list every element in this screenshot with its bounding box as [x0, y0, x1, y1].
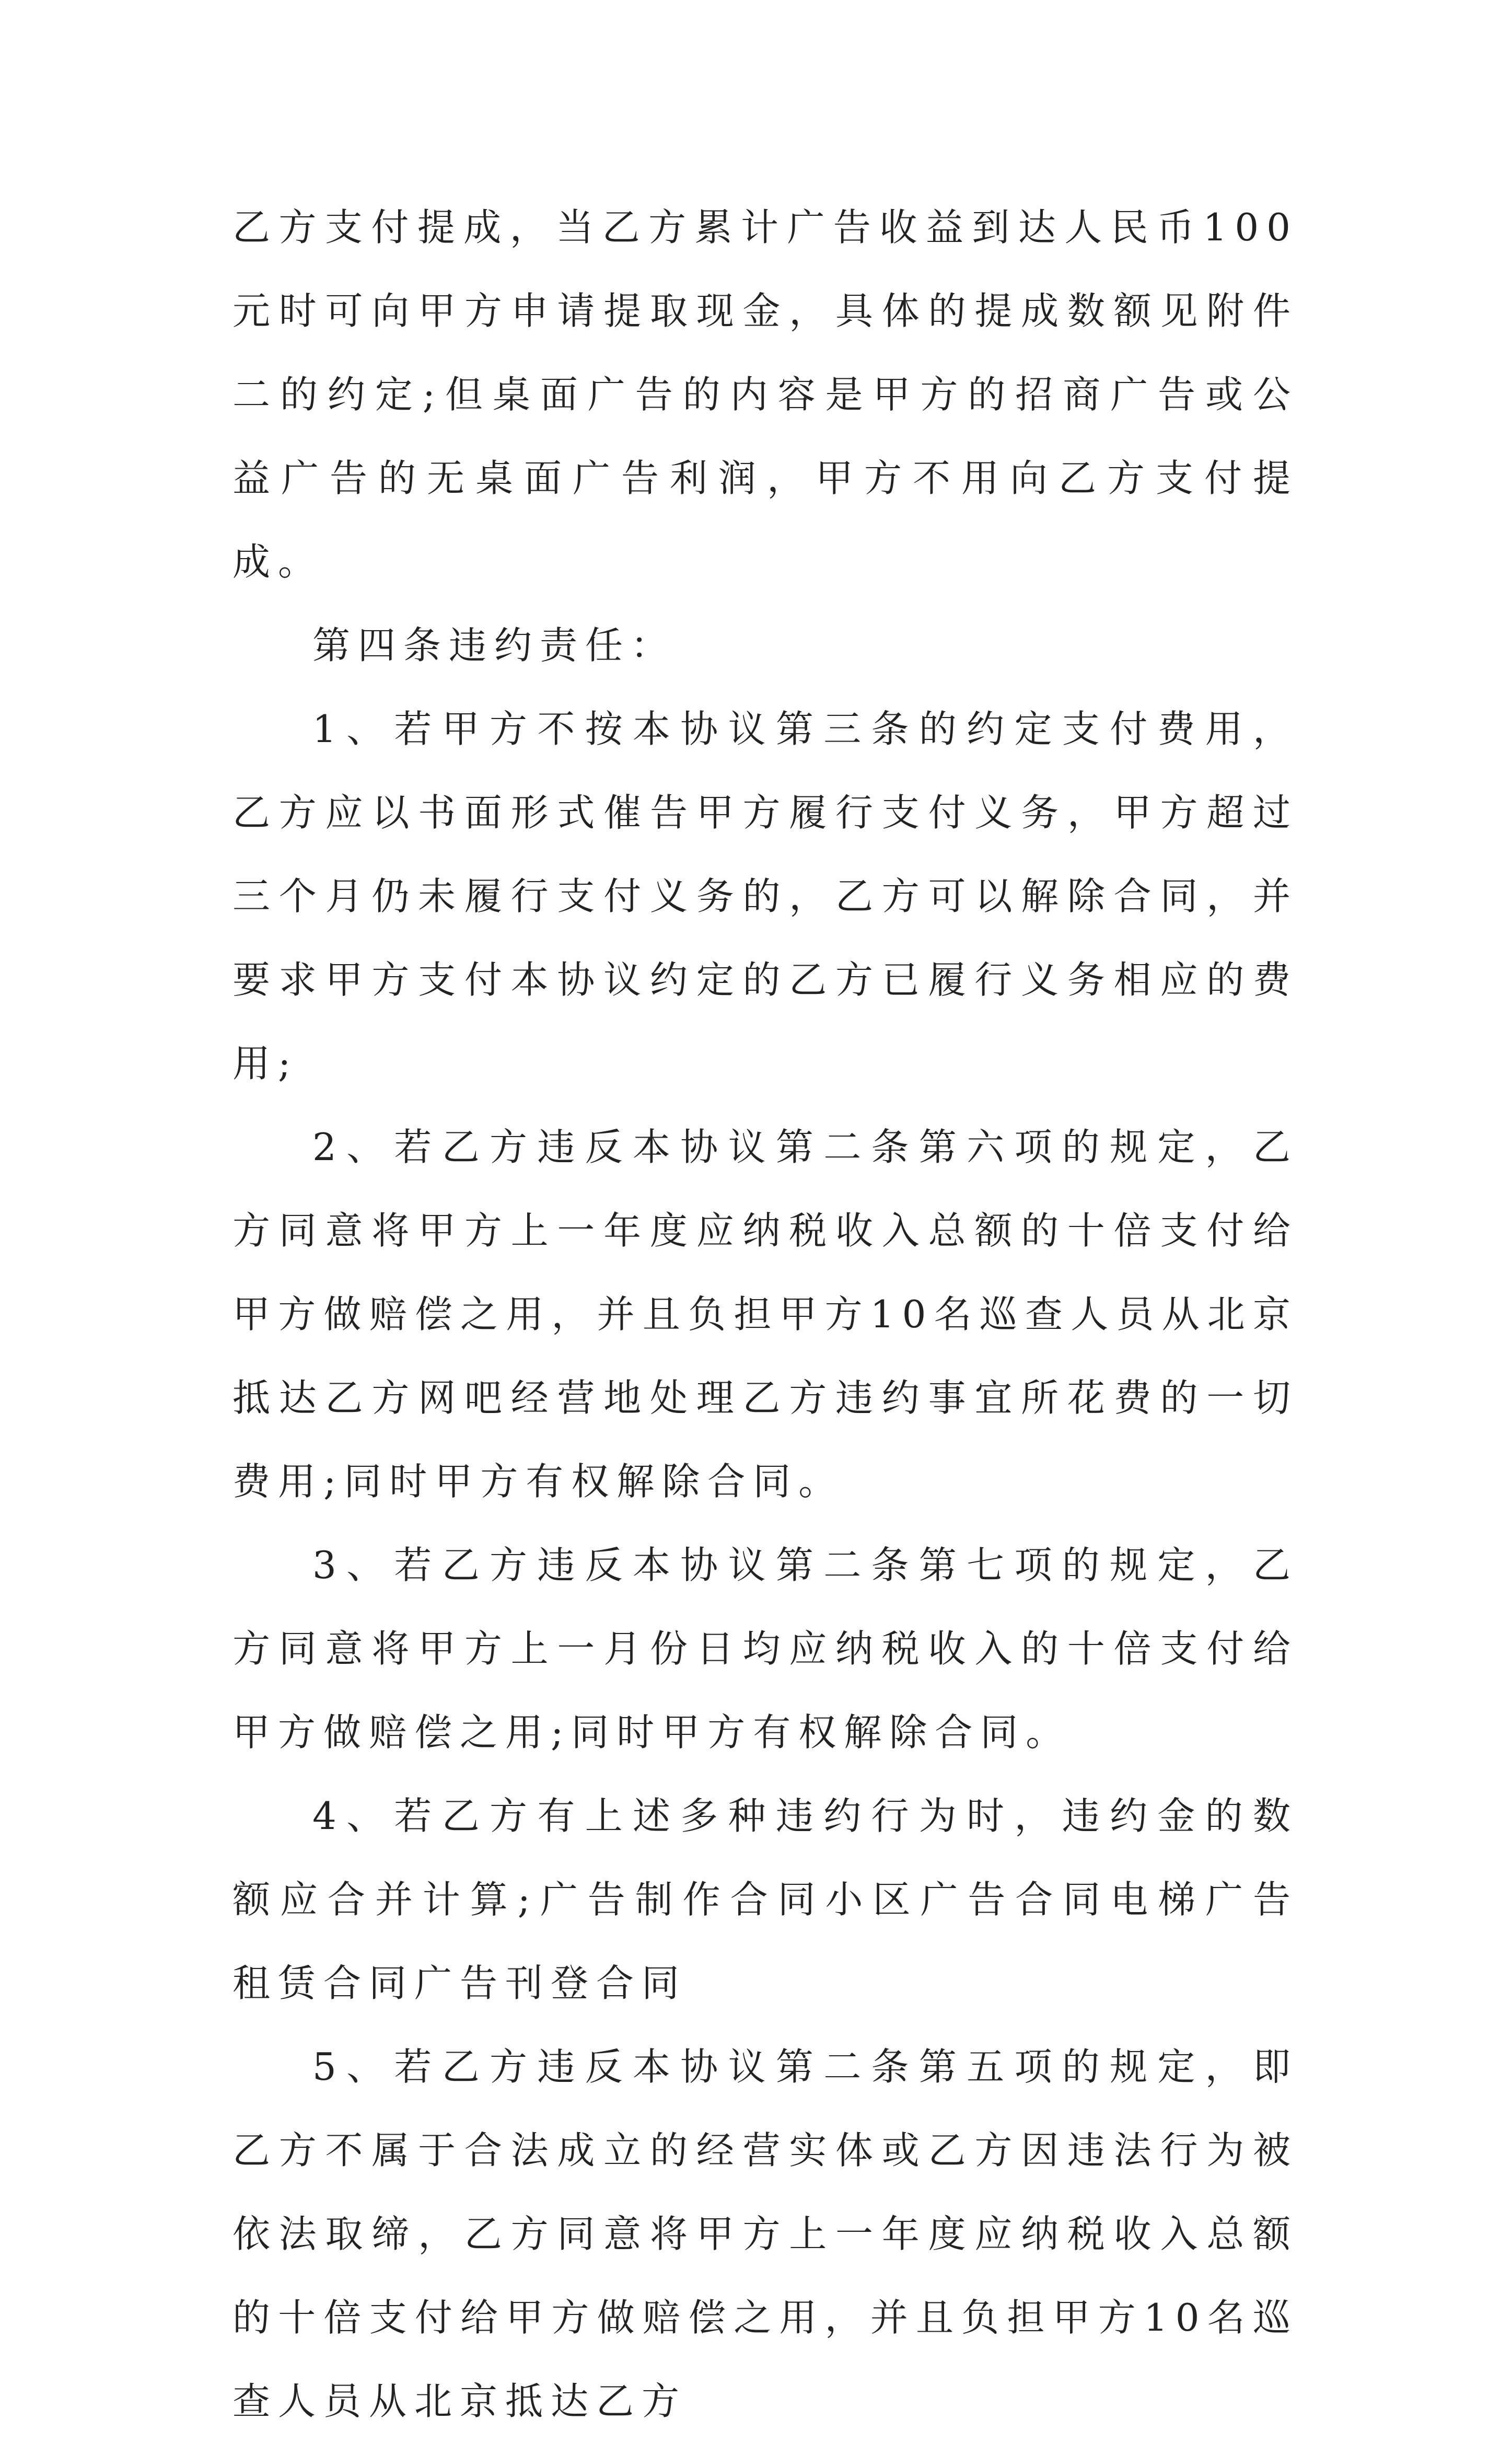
- article-four-heading: 第四条违约责任：: [312, 623, 677, 667]
- clause-4: 4、若乙方有上述多种违约行为时，违约金的数额应合并计算;广告制作合同小区广告合同电梯广告租赁合同广告刊登合同: [232, 1794, 1298, 2005]
- paragraph-continuation: 乙方支付提成，当乙方累计广告收益到达人民币100元时可向甲方申请提取现金，具体的提成数额见附件二的约定;但桌面广告的内容是甲方的招商广告或公益广告的无桌面广告利润，甲方不用向乙方支付提成。: [232, 205, 1298, 584]
- clause-1: 1、若甲方不按本协议第三条的约定支付费用，乙方应以书面形式催告甲方履行支付义务，甲方超过三个月仍未履行支付义务的，乙方可以解除合同，并要求甲方支付本协议约定的乙方已履行义务相应的费用;: [232, 707, 1298, 1085]
- clause-2: 2、若乙方违反本协议第二条第六项的规定，乙方同意将甲方上一年度应纳税收入总额的十倍支付给甲方做赔偿之用，并且负担甲方10名巡查人员从北京抵达乙方网吧经营地处理乙方违约事宜所花费的一切费用;同时甲方有权解除合同。: [232, 1125, 1298, 1503]
- document-body: [232, 186, 1298, 2443]
- clause-5: 5、若乙方违反本协议第二条第五项的规定，即乙方不属于合法成立的经营实体或乙方因违法行为被依法取缔，乙方同意将甲方上一年度应纳税收入总额的十倍支付给甲方做赔偿之用，并且负担甲方10名巡查人员从北京抵达乙方: [232, 2045, 1298, 2423]
- clause-3: 3、若乙方违反本协议第二条第七项的规定，乙方同意将甲方上一月份日均应纳税收入的十倍支付给甲方做赔偿之用;同时甲方有权解除合同。: [232, 1543, 1298, 1754]
